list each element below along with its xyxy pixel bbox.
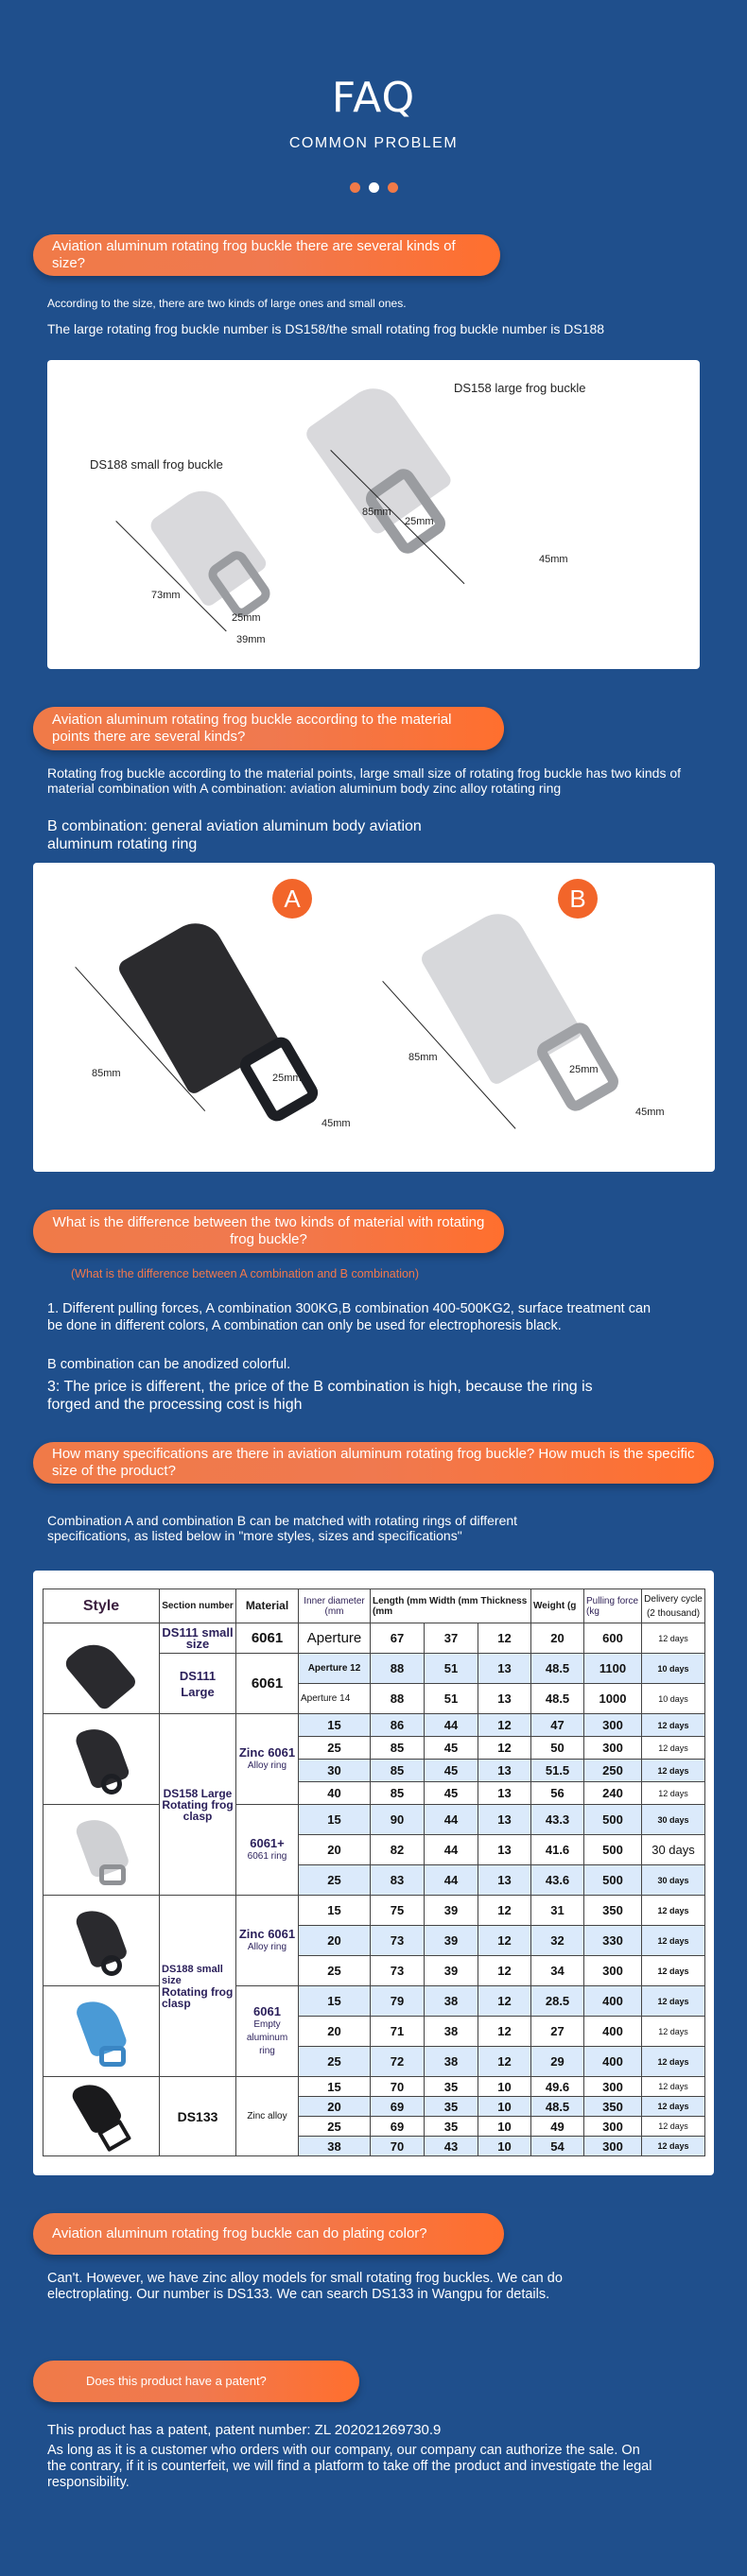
dim-label: 39mm — [236, 634, 266, 645]
faq-answer-6-line-2: As long as it is a customer who orders with our company, our company can authorize the sale. On the contrary, if it is counterfeit, we will find a platform to take off the product and investigate the legal responsibility. — [47, 2443, 652, 2490]
delivery-cell: 12 days — [642, 1956, 705, 1986]
inner-cell: 15 — [299, 1714, 371, 1737]
inner-cell: 38 — [299, 2137, 371, 2156]
length-cell: 88 — [371, 1684, 425, 1714]
delivery-subheader: (2 thousand) — [646, 1607, 701, 1619]
width-cell: 35 — [425, 2077, 478, 2097]
width-cell: 45 — [425, 1760, 478, 1782]
thickness-cell: 12 — [478, 1926, 531, 1956]
dim-label: 45mm — [321, 1118, 351, 1129]
faq-answer-1-line-2: The large rotating frog buckle number is DS158/the small rotating frog buckle number is DS188 — [47, 321, 605, 336]
width-cell: 51 — [425, 1654, 478, 1684]
pull-cell: 350 — [584, 1896, 642, 1926]
thickness-cell: 12 — [478, 1737, 531, 1760]
length-cell: 85 — [371, 1737, 425, 1760]
width-cell: 39 — [425, 1956, 478, 1986]
pull-cell: 300 — [584, 1956, 642, 1986]
pull-cell: 300 — [584, 2117, 642, 2137]
col-pulling-force: Pulling force (kg — [584, 1589, 642, 1623]
table-row — [43, 1896, 705, 1926]
section-cell: DS158 Large Rotating frog clasp — [160, 1714, 236, 1896]
thickness-cell: 12 — [478, 1714, 531, 1737]
delivery-cell: 12 days — [642, 1737, 705, 1760]
length-cell: 73 — [371, 1926, 425, 1956]
weight-cell: 34 — [531, 1956, 584, 1986]
inner-cell: Aperture 14 — [299, 1684, 371, 1714]
delivery-cell: 30 days — [642, 1865, 705, 1896]
delivery-cell: 12 days — [642, 2137, 705, 2156]
thickness-cell: 10 — [478, 2137, 531, 2156]
pull-cell: 500 — [584, 1835, 642, 1865]
width-cell: 37 — [425, 1623, 478, 1654]
col-material: Material — [236, 1589, 299, 1623]
inner-cell: 15 — [299, 1805, 371, 1835]
dim-label: 85mm — [362, 507, 391, 518]
material-sub: Alloy ring — [247, 1760, 287, 1771]
pull-cell: 300 — [584, 1714, 642, 1737]
large-buckle-label: DS158 large frog buckle — [454, 381, 586, 395]
inner-cell: 20 — [299, 2097, 371, 2117]
weight-cell: 48.5 — [531, 1684, 584, 1714]
ring-icon — [101, 1955, 122, 1976]
pull-cell: 1100 — [584, 1654, 642, 1684]
delivery-header: Delivery cycle — [644, 1593, 703, 1605]
inner-cell: 20 — [299, 2017, 371, 2047]
inner-cell: 25 — [299, 1865, 371, 1896]
faq-question-2 — [33, 707, 504, 750]
dim-label: 45mm — [539, 554, 568, 565]
pull-cell: 400 — [584, 2047, 642, 2077]
width-cell: 39 — [425, 1926, 478, 1956]
dot-icon — [350, 182, 360, 193]
pull-cell: 250 — [584, 1760, 642, 1782]
width-cell: 45 — [425, 1782, 478, 1805]
thickness-cell: 13 — [478, 1835, 531, 1865]
thickness-cell: 13 — [478, 1684, 531, 1714]
table-header-row — [43, 1589, 705, 1623]
delivery-cell: 12 days — [642, 2047, 705, 2077]
ring-icon — [99, 1864, 126, 1885]
length-cell: 85 — [371, 1760, 425, 1782]
material-cell: 6061 — [236, 1623, 299, 1654]
faq-answer-6-line-1: This product has a patent, patent number: ZL 202021269730.9 — [47, 2422, 442, 2438]
badge-b: B — [558, 879, 598, 919]
delivery-cell: 30 days — [642, 1805, 705, 1835]
material-sub: 6061 ring — [247, 1850, 287, 1862]
length-cell: 70 — [371, 2137, 425, 2156]
delivery-cell: 12 days — [642, 1986, 705, 2017]
length-cell: 73 — [371, 1956, 425, 1986]
length-cell: 70 — [371, 2077, 425, 2097]
width-cell: 38 — [425, 1986, 478, 2017]
page-subtitle: COMMON PROBLEM — [288, 135, 459, 151]
col-weight: Weight (g — [531, 1589, 584, 1623]
weight-cell: 32 — [531, 1926, 584, 1956]
weight-cell: 28.5 — [531, 1986, 584, 2017]
weight-cell: 29 — [531, 2047, 584, 2077]
dim-label: 25mm — [405, 516, 434, 527]
length-cell: 71 — [371, 2017, 425, 2047]
faq-answer-5-line-1: Can't. However, we have zinc alloy models for small rotating frog buckles. We can do electroplating. Our number is DS133. We can search DS133 in Wangpu for details. — [47, 2271, 563, 2302]
weight-cell: 51.5 — [531, 1760, 584, 1782]
spec-table — [43, 1589, 705, 2156]
weight-cell: 48.5 — [531, 2097, 584, 2117]
pull-cell: 240 — [584, 1782, 642, 1805]
thickness-cell: 12 — [478, 2017, 531, 2047]
width-cell: 51 — [425, 1684, 478, 1714]
style-image-ds158-black — [43, 1714, 160, 1805]
width-cell: 44 — [425, 1805, 478, 1835]
length-cell: 67 — [371, 1623, 425, 1654]
col-length-width-thickness: Length (mm Width (mm Thickness (mm — [371, 1589, 531, 1623]
faq-answer-2-line-1: Rotating frog buckle according to the material points, large small size of rotating frog buckle has two kinds of material combination with A combination: aviation aluminum body zinc alloy rotating ring — [47, 765, 682, 796]
question-text: Aviation aluminum rotating frog buckle there are several kinds of size? — [52, 238, 456, 271]
section-cell: DS111 Large — [160, 1654, 236, 1714]
style-image-ds111 — [43, 1623, 160, 1714]
thickness-cell: 12 — [478, 1623, 531, 1654]
inner-cell: 20 — [299, 1926, 371, 1956]
pull-cell: 1000 — [584, 1684, 642, 1714]
length-cell: 72 — [371, 2047, 425, 2077]
inner-cell: 15 — [299, 1896, 371, 1926]
thickness-cell: 10 — [478, 2097, 531, 2117]
question-text: How many specifications are there in aviation aluminum rotating frog buckle? How much is the specific size of the product? — [52, 1446, 695, 1479]
question-text: Aviation aluminum rotating frog buckle according to the material points there are several kinds? — [52, 712, 452, 745]
dot-icon — [388, 182, 398, 193]
weight-cell: 50 — [531, 1737, 584, 1760]
decorative-dots — [0, 182, 747, 193]
faq-answer-1-line-1: According to the size, there are two kinds of large ones and small ones. — [47, 297, 407, 310]
dim-label: 45mm — [635, 1107, 665, 1118]
table-row — [43, 1805, 705, 1835]
inner-cell: Aperture 12 — [299, 1654, 371, 1684]
inner-cell: 15 — [299, 1986, 371, 2017]
section-line-2: Rotating frog clasp — [162, 1984, 234, 2010]
dim-label: 25mm — [232, 612, 261, 624]
col-delivery — [642, 1589, 705, 1623]
length-cell: 75 — [371, 1896, 425, 1926]
thickness-cell: 13 — [478, 1865, 531, 1896]
dim-label: 25mm — [569, 1064, 599, 1075]
faq-answer-3-line-3: 3: The price is different, the price of the B combination is high, because the ring is forged and the processing cost is high — [47, 1379, 593, 1413]
weight-cell: 31 — [531, 1896, 584, 1926]
section-line-1: DS188 small size — [162, 1963, 223, 1986]
material-comparison-image — [33, 863, 715, 1172]
question-text: Aviation aluminum rotating frog buckle can do plating color? — [52, 2225, 427, 2241]
delivery-cell: 30 days — [642, 1835, 705, 1865]
table-row — [43, 1986, 705, 2017]
material-main: 6061+ — [250, 1835, 285, 1850]
thickness-cell: 12 — [478, 1986, 531, 2017]
faq-answer-3-line-1: 1. Different pulling forces, A combination 300KG,B combination 400-500KG2, surface treatment can be done in different colors, A combination can only be used for electrophoresis black. — [47, 1301, 651, 1333]
width-cell: 44 — [425, 1714, 478, 1737]
faq-answer-4-line-1: Combination A and combination B can be matched with rotating rings of different specifications, as listed below in "more styles, sizes and specifications" — [47, 1513, 518, 1543]
material-main: 6061 — [253, 2003, 281, 2018]
pull-cell: 400 — [584, 1986, 642, 2017]
inner-cell: 25 — [299, 2047, 371, 2077]
pull-cell: 600 — [584, 1623, 642, 1654]
length-cell: 83 — [371, 1865, 425, 1896]
table-row — [43, 1623, 705, 1654]
delivery-cell: 12 days — [642, 2017, 705, 2047]
section-cell: DS111 small size — [160, 1623, 236, 1654]
weight-cell: 43.6 — [531, 1865, 584, 1896]
style-image-ds158-silver — [43, 1805, 160, 1896]
weight-cell: 48.5 — [531, 1654, 584, 1684]
dim-label: 85mm — [92, 1068, 121, 1079]
delivery-cell: 12 days — [642, 1782, 705, 1805]
weight-cell: 27 — [531, 2017, 584, 2047]
faq-question-3 — [33, 1210, 504, 1253]
page-title: FAQ — [331, 74, 416, 122]
weight-cell: 49 — [531, 2117, 584, 2137]
width-cell: 43 — [425, 2137, 478, 2156]
style-image-ds188-black — [43, 1896, 160, 1986]
length-cell: 90 — [371, 1805, 425, 1835]
dim-label: 73mm — [151, 590, 181, 601]
pull-cell: 330 — [584, 1926, 642, 1956]
faq-answer-3-line-2: B combination can be anodized colorful. — [47, 1357, 291, 1372]
length-cell: 86 — [371, 1714, 425, 1737]
weight-cell: 56 — [531, 1782, 584, 1805]
inner-cell: 40 — [299, 1782, 371, 1805]
weight-cell: 20 — [531, 1623, 584, 1654]
length-cell: 79 — [371, 1986, 425, 2017]
material-cell — [236, 1805, 299, 1896]
style-image-ds133 — [43, 2077, 160, 2156]
weight-cell: 43.3 — [531, 1805, 584, 1835]
length-cell: 69 — [371, 2117, 425, 2137]
delivery-cell: 12 days — [642, 1926, 705, 1956]
thickness-cell: 12 — [478, 1896, 531, 1926]
dim-label: 25mm — [272, 1073, 302, 1084]
width-cell: 38 — [425, 2017, 478, 2047]
width-cell: 44 — [425, 1835, 478, 1865]
pull-cell: 300 — [584, 1737, 642, 1760]
weight-cell: 41.6 — [531, 1835, 584, 1865]
col-section: Section number — [160, 1589, 236, 1623]
length-cell: 85 — [371, 1782, 425, 1805]
ds188-black-buckle-icon — [74, 1902, 129, 1968]
width-cell: 45 — [425, 1737, 478, 1760]
delivery-cell: 12 days — [642, 2117, 705, 2137]
faq-question-6 — [33, 2361, 359, 2402]
material-cell: 6061 — [236, 1654, 299, 1714]
weight-cell: 54 — [531, 2137, 584, 2156]
spec-table-card — [33, 1571, 714, 2175]
col-inner-diameter: Inner diameter (mm — [299, 1589, 371, 1623]
delivery-cell: 12 days — [642, 1714, 705, 1737]
material-cell — [236, 1986, 299, 2077]
col-style: Style — [43, 1589, 160, 1623]
inner-cell: 30 — [299, 1760, 371, 1782]
weight-cell: 47 — [531, 1714, 584, 1737]
material-cell — [236, 1714, 299, 1805]
width-cell: 44 — [425, 1865, 478, 1896]
delivery-cell: 12 days — [642, 1760, 705, 1782]
thickness-cell: 13 — [478, 1654, 531, 1684]
style-image-ds188-blue — [43, 1986, 160, 2077]
thickness-cell: 13 — [478, 1760, 531, 1782]
inner-cell: 20 — [299, 1835, 371, 1865]
thickness-cell: 12 — [478, 1956, 531, 1986]
inner-cell: 25 — [299, 2117, 371, 2137]
thickness-cell: 10 — [478, 2077, 531, 2097]
width-cell: 35 — [425, 2117, 478, 2137]
faq-question-5 — [33, 2213, 504, 2255]
ds111-buckle-icon — [62, 1633, 138, 1711]
delivery-cell: 12 days — [642, 2097, 705, 2117]
inner-cell: 25 — [299, 1737, 371, 1760]
material-main: Zinc 6061 — [238, 1926, 296, 1941]
ring-icon — [101, 1774, 122, 1795]
pull-cell: 300 — [584, 2077, 642, 2097]
table-row — [43, 2077, 705, 2097]
faq-note-3: (What is the difference between A combination and B combination) — [71, 1267, 420, 1280]
length-cell: 69 — [371, 2097, 425, 2117]
faq-answer-2-line-2: B combination: general aviation aluminum body aviation aluminum rotating ring — [47, 818, 422, 852]
ring-icon — [99, 2046, 126, 2067]
size-comparison-image — [47, 360, 700, 669]
weight-cell: 49.6 — [531, 2077, 584, 2097]
delivery-cell: 12 days — [642, 1623, 705, 1654]
pull-cell: 300 — [584, 2137, 642, 2156]
badge-a: A — [272, 879, 312, 919]
material-cell: Zinc alloy — [236, 2077, 299, 2156]
inner-cell: 25 — [299, 1956, 371, 1986]
dim-label: 85mm — [408, 1052, 438, 1063]
faq-question-1 — [33, 234, 500, 276]
thickness-cell: 13 — [478, 1782, 531, 1805]
material-sub: Empty aluminum ring — [246, 2018, 288, 2056]
inner-cell: Aperture — [299, 1623, 371, 1654]
delivery-cell: 10 days — [642, 1684, 705, 1714]
small-buckle-label: DS188 small frog buckle — [90, 457, 223, 472]
material-sub: Alloy ring — [247, 1941, 287, 1952]
material-main: Zinc 6061 — [238, 1744, 296, 1760]
inner-cell: 15 — [299, 2077, 371, 2097]
width-cell: 35 — [425, 2097, 478, 2117]
thickness-cell: 10 — [478, 2117, 531, 2137]
dot-icon — [369, 182, 379, 193]
width-cell: 38 — [425, 2047, 478, 2077]
section-cell — [160, 1896, 236, 2077]
delivery-cell: 12 days — [642, 2077, 705, 2097]
delivery-cell: 12 days — [642, 1896, 705, 1926]
thickness-cell: 13 — [478, 1805, 531, 1835]
table-row — [43, 1714, 705, 1737]
faq-question-4 — [33, 1442, 714, 1484]
material-cell — [236, 1896, 299, 1986]
section-cell: DS133 — [160, 2077, 236, 2156]
question-text: Does this product have a patent? — [86, 2374, 267, 2388]
pull-cell: 400 — [584, 2017, 642, 2047]
width-cell: 39 — [425, 1896, 478, 1926]
length-cell: 82 — [371, 1835, 425, 1865]
delivery-cell: 10 days — [642, 1654, 705, 1684]
length-cell: 88 — [371, 1654, 425, 1684]
question-text: What is the difference between the two kinds of material with rotating frog buckle? — [52, 1214, 485, 1247]
pull-cell: 500 — [584, 1805, 642, 1835]
pull-cell: 350 — [584, 2097, 642, 2117]
pull-cell: 500 — [584, 1865, 642, 1896]
thickness-cell: 12 — [478, 2047, 531, 2077]
